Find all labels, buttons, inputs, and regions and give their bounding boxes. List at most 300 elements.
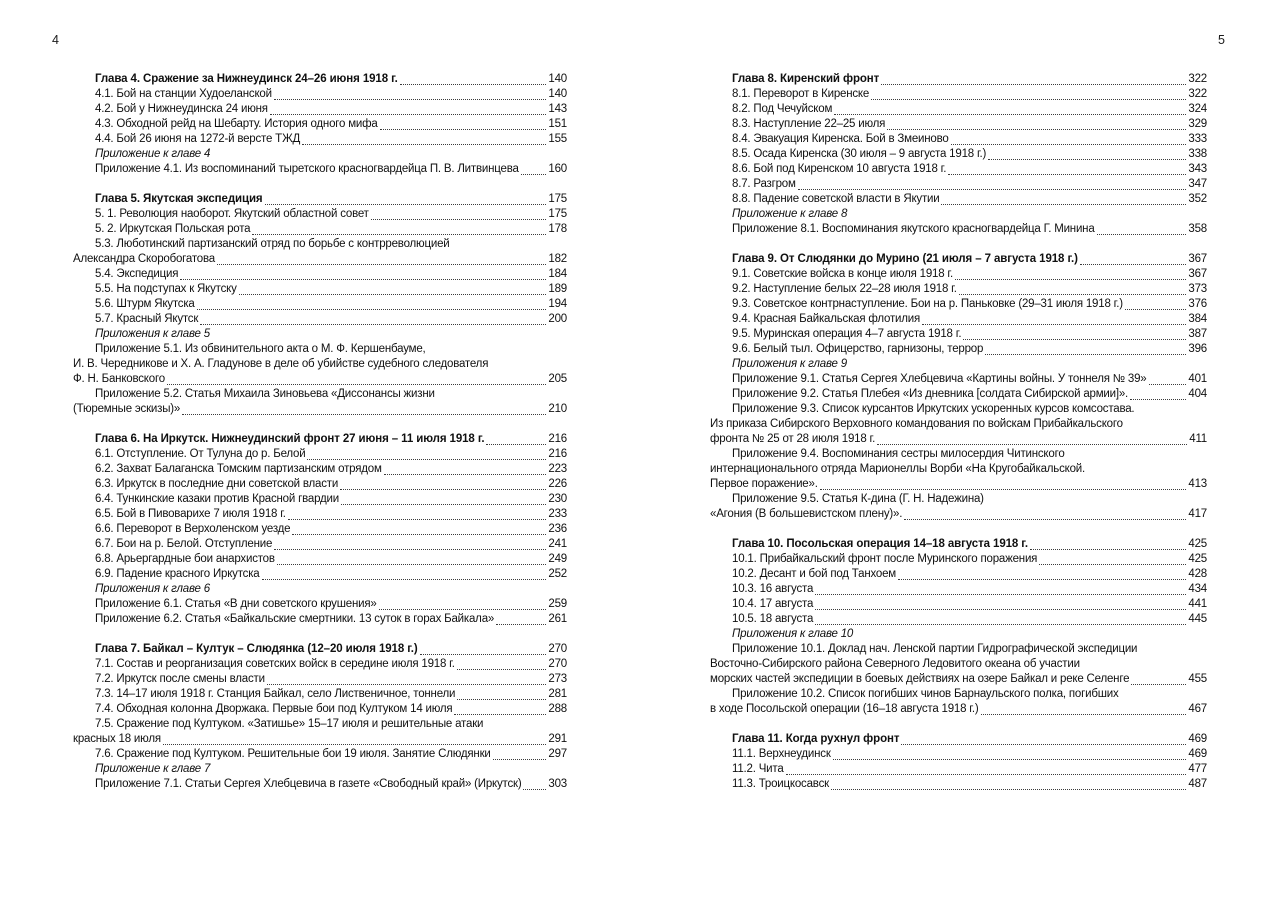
toc-row — [73, 357, 567, 372]
toc-row — [710, 462, 1207, 477]
toc-entry-text: 4.2. Бой у Нижнеудинска 24 июня — [95, 103, 268, 115]
toc-page-ref: 140 — [548, 88, 567, 100]
dot-leader — [457, 699, 546, 700]
toc-page-ref: 241 — [548, 538, 567, 550]
toc-row — [710, 72, 1207, 87]
toc-row — [73, 597, 567, 612]
toc-row — [73, 432, 567, 447]
toc-page-ref: 175 — [548, 193, 567, 205]
toc-page-ref: 194 — [548, 298, 567, 310]
toc-entry-text: 9.5. Муринская операция 4–7 августа 1918 г. — [732, 328, 962, 340]
dot-leader — [1125, 309, 1187, 310]
toc-row — [710, 417, 1207, 432]
dot-leader — [1030, 549, 1186, 550]
toc-page-ref: 178 — [548, 223, 567, 235]
toc-page-ref: 223 — [548, 463, 567, 475]
toc-page-ref: 252 — [548, 568, 567, 580]
toc-row — [710, 117, 1207, 132]
dot-leader — [217, 264, 546, 265]
dot-leader — [963, 339, 1186, 340]
toc-row — [73, 777, 567, 792]
toc-entry-text: Приложение 6.1. Статья «В дни советского крушения» — [95, 598, 377, 610]
toc-entry-text: 8.4. Эвакуация Киренска. Бой в Змеиново — [732, 133, 949, 145]
toc-entry-text: Приложение к главе 7 — [95, 763, 211, 775]
toc-row — [710, 222, 1207, 237]
toc-page-ref: 160 — [548, 163, 567, 175]
toc-row — [710, 552, 1207, 567]
dot-leader — [302, 144, 546, 145]
toc-page-ref: 367 — [1188, 253, 1207, 265]
toc-entry-text: 8.8. Падение советской власти в Якутии — [732, 193, 940, 205]
toc-row — [73, 312, 567, 327]
toc-row — [710, 627, 1207, 642]
toc-row — [710, 177, 1207, 192]
toc-page-ref: 441 — [1188, 598, 1207, 610]
toc-row — [73, 117, 567, 132]
dot-leader — [815, 609, 1186, 610]
dot-leader — [877, 444, 1187, 445]
toc-row — [73, 762, 567, 777]
toc-page-ref: 143 — [548, 103, 567, 115]
toc-row — [73, 267, 567, 282]
dot-leader — [521, 174, 547, 175]
toc-page-ref: 200 — [548, 313, 567, 325]
toc-row — [73, 642, 567, 657]
toc-entry-text: Приложение 5.2. Статья Михаила Зиновьева «Диссонансы жизни — [95, 388, 435, 400]
toc-page-ref: 297 — [548, 748, 567, 760]
toc-entry-text: в ходе Посольской операции (16–18 августа 1918 г.) — [710, 703, 979, 715]
dot-leader — [380, 129, 547, 130]
toc-row — [73, 297, 567, 312]
toc-row — [710, 777, 1207, 792]
dot-leader — [400, 84, 547, 85]
toc-page-ref: 467 — [1188, 703, 1207, 715]
toc-entry-text: 10.5. 18 августа — [732, 613, 814, 625]
toc-entry-text: 8.6. Бой под Киренском 10 августа 1918 г. — [732, 163, 947, 175]
toc-entry-text: 8.1. Переворот в Киренске — [732, 88, 870, 100]
toc-row — [710, 132, 1207, 147]
toc-page-ref: 324 — [1188, 103, 1207, 115]
dot-leader — [831, 789, 1186, 790]
toc-row — [73, 522, 567, 537]
toc-entry-text: 5.3. Люботинский партизанский отряд по борьбе с контрреволюцией — [95, 238, 450, 250]
toc-row — [710, 297, 1207, 312]
dot-leader — [270, 114, 547, 115]
toc-page-ref: 376 — [1188, 298, 1207, 310]
toc-entry-text: 7.6. Сражение под Култуком. Решительные бои 19 июля. Занятие Слюдянки — [95, 748, 491, 760]
dot-leader — [901, 744, 1186, 745]
dot-leader — [341, 504, 546, 505]
dot-leader — [454, 714, 546, 715]
toc-row — [73, 702, 567, 717]
dot-leader — [898, 579, 1186, 580]
toc-chapter-block — [710, 252, 1207, 522]
toc-page-ref: 273 — [548, 673, 567, 685]
toc-entry-text: 10.2. Десант и бой под Танхоем — [732, 568, 896, 580]
toc-entry-text: Глава 6. На Иркутск. Нижнеудинский фронт 27 июня – 11 июля 1918 г. — [95, 433, 485, 445]
toc-row — [710, 432, 1207, 447]
toc-page-ref: 322 — [1188, 73, 1207, 85]
toc-page-ref: 455 — [1188, 673, 1207, 685]
toc-chapter-block — [73, 432, 567, 627]
toc-row — [73, 672, 567, 687]
toc-entry-text: 6.4. Тункинские казаки против Красной гвардии — [95, 493, 339, 505]
toc-entry-text: Приложение 5.1. Из обвинительного акта о М. Ф. Кершенбауме, — [95, 343, 426, 355]
toc-row — [73, 342, 567, 357]
toc-row — [710, 267, 1207, 282]
toc-entry-text: 5. 1. Революция наоборот. Якутский областной совет — [95, 208, 369, 220]
toc-row — [73, 552, 567, 567]
toc-page-ref: 384 — [1188, 313, 1207, 325]
toc-row — [73, 207, 567, 222]
toc-page-ref: 261 — [548, 613, 567, 625]
toc-page-ref: 205 — [548, 373, 567, 385]
dot-leader — [262, 579, 547, 580]
toc-entry-text: 6.9. Падение красного Иркутска — [95, 568, 260, 580]
toc-page-ref: 469 — [1188, 748, 1207, 760]
toc-entry-text: 5. 2. Иркутская Польская рота — [95, 223, 251, 235]
toc-chapter-block — [710, 732, 1207, 792]
toc-row — [73, 462, 567, 477]
toc-entry-text: Первое поражение». — [710, 478, 818, 490]
toc-page-ref: 477 — [1188, 763, 1207, 775]
toc-row — [73, 162, 567, 177]
dot-leader — [274, 99, 547, 100]
toc-entry-text: Приложение 7.1. Статьи Сергея Хлебцевича в газете «Свободный край» (Иркутск) — [95, 778, 522, 790]
toc-entry-text: Глава 5. Якутская экспедиция — [95, 193, 263, 205]
toc-page-ref: 338 — [1188, 148, 1207, 160]
toc-row — [710, 207, 1207, 222]
toc-entry-text: 6.8. Арьергардные бои анархистов — [95, 553, 275, 565]
toc-entry-text: 11.2. Чита — [732, 763, 784, 775]
toc-entry-text: 9.4. Красная Байкальская флотилия — [732, 313, 921, 325]
toc-entry-text: (Тюремные эскизы)» — [73, 403, 181, 415]
dot-leader — [239, 294, 547, 295]
dot-leader — [180, 279, 546, 280]
toc-row — [73, 192, 567, 207]
toc-row — [710, 252, 1207, 267]
toc-page-ref: 233 — [548, 508, 567, 520]
toc-entry-text: 6.3. Иркутск в последние дни советской власти — [95, 478, 339, 490]
toc-entry-text: 11.1. Верхнеудинск — [732, 748, 831, 760]
toc-entry-text: интернационального отряда Марионеллы Ворби «На Кругобайкальской. — [710, 463, 1086, 475]
toc-entry-text: 9.3. Советское контрнаступление. Бои на р. Паньковке (29–31 июля 1918 г.) — [732, 298, 1123, 310]
toc-entry-text: 5.4. Экспедиция — [95, 268, 179, 280]
toc-row — [710, 402, 1207, 417]
toc-chapter-block — [710, 537, 1207, 717]
dot-leader — [1039, 564, 1186, 565]
toc-entry-text: Приложение 6.2. Статья «Байкальские смертники. 13 суток в горах Байкала» — [95, 613, 495, 625]
toc-page-ref: 210 — [548, 403, 567, 415]
toc-entry-text: Александра Скоробогатова — [73, 253, 215, 265]
toc-row — [73, 327, 567, 342]
toc-row — [710, 642, 1207, 657]
toc-entry-text: 5.6. Штурм Якутска — [95, 298, 195, 310]
toc-entry-text: 9.1. Советские войска в конце июля 1918 г. — [732, 268, 953, 280]
toc-page-ref: 411 — [1189, 433, 1207, 445]
toc-row — [710, 192, 1207, 207]
toc-page-ref: 249 — [548, 553, 567, 565]
toc-row — [710, 567, 1207, 582]
dot-leader — [307, 459, 546, 460]
dot-leader — [871, 99, 1186, 100]
dot-leader — [981, 714, 1187, 715]
toc-row — [73, 222, 567, 237]
toc-row — [73, 372, 567, 387]
dot-leader — [798, 189, 1187, 190]
toc-page-ref: 270 — [548, 643, 567, 655]
toc-row — [710, 612, 1207, 627]
toc-row — [710, 312, 1207, 327]
toc-entry-text: Ф. Н. Банковского — [73, 373, 165, 385]
toc-entry-text: Глава 10. Посольская операция 14–18 августа 1918 г. — [732, 538, 1028, 550]
toc-row — [710, 477, 1207, 492]
toc-row — [710, 732, 1207, 747]
dot-leader — [384, 474, 547, 475]
toc-entry-text: 4.1. Бой на станции Худоеланской — [95, 88, 272, 100]
toc-entry-text: 4.4. Бой 26 июня на 1272-й версте ТЖД — [95, 133, 301, 145]
toc-row — [73, 537, 567, 552]
toc-entry-text: «Агония (В большевистском плену)». — [710, 508, 903, 520]
toc-page-ref: 469 — [1188, 733, 1207, 745]
page-number-right: 5 — [1218, 33, 1225, 47]
toc-entry-text: Приложение 4.1. Из воспоминаний тыретского красногвардейца П. В. Литвинцева — [95, 163, 519, 175]
dot-leader — [274, 549, 546, 550]
dot-leader — [1080, 264, 1187, 265]
toc-row — [710, 687, 1207, 702]
toc-entry-text: Приложение 9.1. Статья Сергея Хлебцевича «Картины войны. У тоннеля № 39» — [732, 373, 1147, 385]
toc-page-ref: 259 — [548, 598, 567, 610]
toc-row — [73, 447, 567, 462]
toc-row — [73, 567, 567, 582]
toc-row — [73, 402, 567, 417]
toc-page-ref: 236 — [548, 523, 567, 535]
dot-leader — [167, 384, 547, 385]
dot-leader — [486, 444, 546, 445]
dot-leader — [988, 159, 1186, 160]
toc-row — [710, 387, 1207, 402]
toc-row — [73, 252, 567, 267]
toc-page-ref: 413 — [1188, 478, 1207, 490]
toc-page-ref: 428 — [1188, 568, 1207, 580]
toc-entry-text: Глава 9. От Слюдянки до Мурино (21 июля – 7 августа 1918 г.) — [732, 253, 1078, 265]
dot-leader — [371, 219, 547, 220]
dot-leader — [948, 174, 1186, 175]
toc-row — [710, 657, 1207, 672]
toc-page-ref: 288 — [548, 703, 567, 715]
toc-row — [73, 282, 567, 297]
toc-page-ref: 396 — [1188, 343, 1207, 355]
toc-entry-text: Приложение 9.5. Статья К-дина (Г. Н. Надежина) — [732, 493, 984, 505]
toc-row — [73, 687, 567, 702]
toc-page-ref: 291 — [548, 733, 567, 745]
toc-row — [73, 477, 567, 492]
toc-page-ref: 151 — [548, 118, 567, 130]
toc-page-ref: 333 — [1188, 133, 1207, 145]
toc-entry-text: 11.3. Троицкосавск — [732, 778, 829, 790]
toc-page-ref: 487 — [1188, 778, 1207, 790]
toc-row — [710, 747, 1207, 762]
toc-entry-text: 6.7. Бои на р. Белой. Отступление — [95, 538, 273, 550]
toc-entry-text: Из приказа Сибирского Верховного командования по войскам Прибайкальского — [710, 418, 1123, 430]
toc-entry-text: морских частей экспедиции в боевых действиях на озере Байкал и реке Селенге — [710, 673, 1130, 685]
dot-leader — [288, 519, 547, 520]
toc-page-ref: 230 — [548, 493, 567, 505]
toc-page-ref: 322 — [1188, 88, 1207, 100]
toc-entry-text: Приложение 8.1. Воспоминания якутского красногвардейца Г. Минина — [732, 223, 1095, 235]
toc-entry-text: 7.1. Состав и реорганизация советских войск в середине июля 1918 г. — [95, 658, 455, 670]
toc-row — [73, 237, 567, 252]
toc-entry-text: Приложение 10.2. Список погибших чинов Барнаульского полка, погибших — [732, 688, 1119, 700]
dot-leader — [985, 354, 1186, 355]
dot-leader — [457, 669, 547, 670]
toc-row — [710, 372, 1207, 387]
toc-row — [710, 147, 1207, 162]
dot-leader — [267, 684, 547, 685]
dot-leader — [922, 324, 1186, 325]
toc-entry-text: 8.7. Разгром — [732, 178, 796, 190]
toc-entry-text: Приложение 10.1. Доклад нач. Ленской партии Гидрографической экспедиции — [732, 643, 1138, 655]
dot-leader — [277, 564, 547, 565]
toc-entry-text: красных 18 июля — [73, 733, 161, 745]
toc-entry-text: 8.3. Наступление 22–25 июля — [732, 118, 886, 130]
toc-entry-text: Приложение к главе 8 — [732, 208, 848, 220]
toc-entry-text: Приложения к главе 10 — [732, 628, 854, 640]
toc-row — [710, 597, 1207, 612]
toc-page-ref: 425 — [1188, 553, 1207, 565]
toc-entry-text: Глава 7. Байкал – Култук – Слюдянка (12–20 июля 1918 г.) — [95, 643, 418, 655]
toc-entry-text: 4.3. Обходной рейд на Шебарту. История одного мифа — [95, 118, 378, 130]
toc-row — [73, 72, 567, 87]
toc-page-ref: 155 — [548, 133, 567, 145]
dot-leader — [786, 774, 1187, 775]
toc-page-ref: 140 — [548, 73, 567, 85]
dot-leader — [881, 84, 1186, 85]
dot-leader — [904, 519, 1186, 520]
toc-chapter-block — [73, 192, 567, 417]
toc-row — [710, 537, 1207, 552]
toc-entry-text: 7.2. Иркутск после смены власти — [95, 673, 265, 685]
dot-leader — [834, 114, 1186, 115]
toc-row — [710, 282, 1207, 297]
toc-row — [710, 507, 1207, 522]
toc-entry-text: И. В. Чередникове и Х. А. Гладунове в деле об убийстве судебного следователя — [73, 358, 489, 370]
dot-leader — [163, 744, 547, 745]
toc-page-ref: 445 — [1188, 613, 1207, 625]
toc-chapter-block — [710, 72, 1207, 237]
toc-entry-text: Приложения к главе 6 — [95, 583, 210, 595]
toc-entry-text: Приложения к главе 9 — [732, 358, 847, 370]
dot-leader — [955, 279, 1186, 280]
dot-leader — [815, 624, 1186, 625]
toc-entry-text: 10.3. 16 августа — [732, 583, 814, 595]
dot-leader — [379, 609, 547, 610]
toc-page-ref: 226 — [548, 478, 567, 490]
toc-chapter-block — [73, 642, 567, 792]
toc-page-ref: 343 — [1188, 163, 1207, 175]
toc-entry-text: Глава 8. Киренский фронт — [732, 73, 880, 85]
dot-leader — [493, 759, 547, 760]
dot-leader — [887, 129, 1186, 130]
dot-leader — [833, 759, 1187, 760]
toc-entry-text: 10.1. Прибайкальский фронт после Муринского поражения — [732, 553, 1038, 565]
toc-entry-text: 9.2. Наступление белых 22–28 июля 1918 г. — [732, 283, 957, 295]
dot-leader — [1131, 684, 1186, 685]
toc-page-ref: 425 — [1188, 538, 1207, 550]
toc-page-ref: 182 — [548, 253, 567, 265]
toc-page-ref: 434 — [1188, 583, 1207, 595]
toc-row — [710, 342, 1207, 357]
dot-leader — [182, 414, 546, 415]
dot-leader — [292, 534, 546, 535]
dot-leader — [941, 204, 1186, 205]
toc-row — [73, 132, 567, 147]
toc-row — [73, 387, 567, 402]
dot-leader — [496, 624, 546, 625]
toc-row — [710, 582, 1207, 597]
toc-page-ref: 281 — [548, 688, 567, 700]
dot-leader — [959, 294, 1187, 295]
toc-entry-text: фронта № 25 от 28 июля 1918 г. — [710, 433, 876, 445]
toc-entry-text: Приложение 9.2. Статья Плебея «Из дневника [солдата Сибирской армии]». — [732, 388, 1129, 400]
toc-page-ref: 347 — [1188, 178, 1207, 190]
toc-row — [710, 762, 1207, 777]
toc-page-ref: 401 — [1188, 373, 1207, 385]
toc-entry-text: 7.4. Обходная колонна Дворжака. Первые бои под Култуком 14 июля — [95, 703, 453, 715]
toc-entry-text: 5.5. На подступах к Якутску — [95, 283, 237, 295]
dot-leader — [340, 489, 546, 490]
toc-entry-text: Глава 11. Когда рухнул фронт — [732, 733, 900, 745]
toc-page-ref: 387 — [1188, 328, 1207, 340]
toc-page-ref: 404 — [1188, 388, 1207, 400]
toc-column-left — [73, 72, 567, 792]
dot-leader — [1130, 399, 1186, 400]
toc-row — [73, 102, 567, 117]
toc-page-ref: 216 — [548, 448, 567, 460]
toc-row — [73, 747, 567, 762]
toc-page-ref: 189 — [548, 283, 567, 295]
toc-row — [73, 612, 567, 627]
dot-leader — [197, 309, 547, 310]
toc-row — [710, 327, 1207, 342]
toc-page-ref: 216 — [548, 433, 567, 445]
toc-entry-text: Приложение 9.3. Список курсантов Иркутских ускоренных курсов комсостава. — [732, 403, 1135, 415]
toc-entry-text: 8.5. Осада Киренска (30 июля – 9 августа 1918 г.) — [732, 148, 987, 160]
toc-row — [73, 492, 567, 507]
toc-row — [73, 732, 567, 747]
toc-entry-text: Глава 4. Сражение за Нижнеудинск 24–26 июня 1918 г. — [95, 73, 398, 85]
toc-column-right — [710, 72, 1207, 792]
toc-entry-text: 7.5. Сражение под Култуком. «Затишье» 15–17 июля и решительные атаки — [95, 718, 484, 730]
toc-page-ref: 358 — [1188, 223, 1207, 235]
toc-row — [73, 717, 567, 732]
toc-entry-text: Восточно-Сибирского района Северного Ледовитого океана об участии — [710, 658, 1080, 670]
dot-leader — [951, 144, 1187, 145]
toc-row — [710, 102, 1207, 117]
toc-page-ref: 373 — [1188, 283, 1207, 295]
toc-entry-text: 7.3. 14–17 июля 1918 г. Станция Байкал, село Лиственичное, тоннели — [95, 688, 456, 700]
toc-entry-text: 6.1. Отступление. От Тулуна до р. Белой — [95, 448, 306, 460]
toc-row — [710, 447, 1207, 462]
dot-leader — [200, 324, 546, 325]
toc-row — [73, 657, 567, 672]
toc-row — [710, 492, 1207, 507]
toc-entry-text: 6.6. Переворот в Верхоленском уезде — [95, 523, 291, 535]
toc-page-ref: 184 — [548, 268, 567, 280]
toc-row — [710, 357, 1207, 372]
toc-entry-text: 10.4. 17 августа — [732, 598, 814, 610]
toc-entry-text: Приложение 9.4. Воспоминания сестры милосердия Читинского — [732, 448, 1065, 460]
